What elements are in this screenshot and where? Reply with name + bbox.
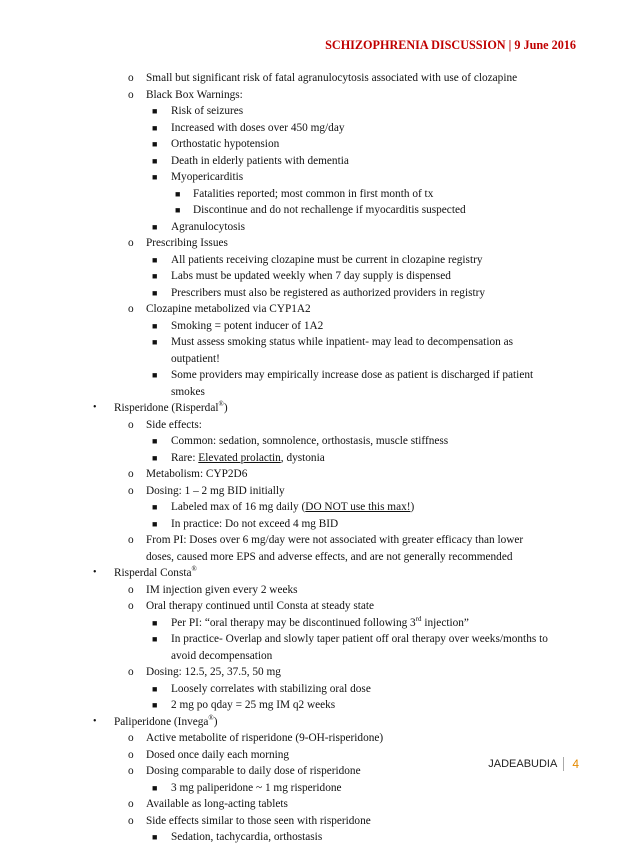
- dot-bullet-icon: •: [93, 402, 97, 413]
- circle-bullet-icon: o: [128, 814, 134, 827]
- circle-bullet-icon: o: [128, 748, 134, 761]
- list-item: ■ In practice: Do not exceed 4 mg BID: [90, 516, 560, 533]
- square-bullet-icon: ■: [152, 287, 158, 298]
- list-item: ■ Labs must be updated weekly when 7 day supply is dispensed: [90, 268, 560, 285]
- circle-bullet-icon: o: [128, 418, 134, 431]
- square-bullet-icon: ■: [152, 634, 158, 644]
- square-bullet-icon: ■: [175, 205, 181, 215]
- list-item: ■ Fatalities reported; most common in first month of tx: [90, 186, 560, 203]
- list-item: o Active metabolite of risperidone (9-OH-risperidone): [90, 730, 560, 747]
- list-item: o Dosing: 12.5, 25, 37.5, 50 mg: [90, 664, 560, 681]
- footer-author: JADEABUDIA: [488, 758, 558, 770]
- circle-bullet-icon: o: [128, 732, 134, 744]
- list-item: ■ Smoking = potent inducer of 1A2: [90, 318, 560, 335]
- square-bullet-icon: ■: [152, 370, 158, 380]
- circle-bullet-icon: o: [128, 468, 134, 480]
- square-bullet-icon: ■: [152, 502, 158, 512]
- circle-bullet-icon: o: [128, 534, 134, 546]
- list-item: o Available as long-acting tablets: [90, 796, 560, 813]
- list-item: o Side effects:: [90, 417, 560, 434]
- list-item: o IM injection given every 2 weeks: [90, 582, 560, 599]
- dot-bullet-icon: •: [93, 567, 97, 578]
- registered-mark: ®: [208, 713, 214, 722]
- list-item: ■ Common: sedation, somnolence, orthostasis, muscle stiffness: [90, 433, 560, 450]
- list-item: o Prescribing Issues: [90, 235, 560, 252]
- square-bullet-icon: ■: [152, 782, 158, 793]
- list-item: • Risperidone (Risperdal®): [90, 400, 560, 417]
- list-item-continuation: smokes: [171, 385, 205, 398]
- document-header: SCHIZOPHRENIA DISCUSSION | 9 June 2016: [325, 38, 576, 52]
- square-bullet-icon: ■: [152, 155, 158, 166]
- list-item: ■ Prescribers must also be registered as authorized providers in registry: [90, 285, 560, 302]
- square-bullet-icon: ■: [152, 122, 158, 133]
- square-bullet-icon: ■: [175, 188, 181, 199]
- list-item: o Clozapine metabolized via CYP1A2: [90, 301, 560, 318]
- circle-bullet-icon: o: [128, 484, 134, 497]
- list-item-continuation: avoid decompensation: [171, 649, 273, 662]
- circle-bullet-icon: o: [128, 72, 134, 84]
- list-item: ■ Sedation, tachycardia, orthostasis: [90, 829, 560, 846]
- list-item: ■ Must assess smoking status while inpatient- may lead to decompensation as: [90, 334, 560, 351]
- list-item: o Small but significant risk of fatal agranulocytosis associated with use of clozapine: [90, 70, 560, 87]
- circle-bullet-icon: o: [128, 237, 134, 249]
- circle-bullet-icon: o: [128, 88, 134, 101]
- square-bullet-icon: ■: [152, 320, 158, 331]
- square-bullet-icon: ■: [152, 221, 158, 232]
- list-item: o Dosing: 1 – 2 mg BID initially: [90, 483, 560, 500]
- circle-bullet-icon: o: [128, 765, 134, 777]
- list-item: ■ Orthostatic hypotension: [90, 136, 560, 153]
- square-bullet-icon: ■: [152, 518, 158, 529]
- list-item: o Dosing comparable to daily dose of risperidone: [90, 763, 560, 780]
- square-bullet-icon: ■: [152, 106, 158, 116]
- list-item: o Side effects similar to those seen with risperidone: [90, 813, 560, 830]
- square-bullet-icon: ■: [152, 832, 158, 842]
- list-item: ■ Rare: Elevated prolactin, dystonia: [90, 450, 560, 467]
- list-item: o Dosed once daily each morning: [90, 747, 560, 764]
- list-item: ■ Loosely correlates with stabilizing oral dose: [90, 681, 560, 698]
- square-bullet-icon: ■: [152, 436, 158, 446]
- list-item: ■ Agranulocytosis: [90, 219, 560, 236]
- list-item: ■ 2 mg po qday = 25 mg IM q2 weeks: [90, 697, 560, 714]
- list-item: ■ Myopericarditis: [90, 169, 560, 186]
- circle-bullet-icon: o: [128, 303, 134, 315]
- list-item: ■ Risk of seizures: [90, 103, 560, 120]
- list-item: • Paliperidone (Invega®): [90, 714, 560, 731]
- list-item: ■ 3 mg paliperidone ~ 1 mg risperidone: [90, 780, 560, 797]
- list-item: ■ Labeled max of 16 mg daily (DO NOT use this max!): [90, 499, 560, 516]
- list-item-continuation: doses, caused more EPS and adverse effects, and are not generally recommended: [146, 550, 513, 563]
- square-bullet-icon: ■: [152, 254, 158, 265]
- document-body: [90, 70, 560, 846]
- list-item: ■ Some providers may empirically increase dose as patient is discharged if patient: [90, 367, 560, 384]
- list-item: ■ Per PI: “oral therapy may be discontinued following 3rd injection”: [90, 615, 560, 632]
- list-item: o Oral therapy continued until Consta at steady state: [90, 598, 560, 615]
- list-item: • Risperdal Consta®: [90, 565, 560, 582]
- square-bullet-icon: ■: [152, 683, 158, 694]
- list-item: o Black Box Warnings:: [90, 87, 560, 104]
- square-bullet-icon: ■: [152, 337, 158, 347]
- dot-bullet-icon: •: [93, 715, 97, 727]
- page-number: 4: [563, 757, 579, 771]
- list-item: ■ In practice- Overlap and slowly taper patient off oral therapy over weeks/months to: [90, 631, 560, 648]
- list-item: o Metabolism: CYP2D6: [90, 466, 560, 483]
- registered-mark: ®: [191, 565, 197, 574]
- square-bullet-icon: ■: [152, 700, 158, 710]
- list-item: ■ All patients receiving clozapine must be current in clozapine registry: [90, 252, 560, 269]
- circle-bullet-icon: o: [128, 798, 134, 810]
- square-bullet-icon: ■: [152, 271, 158, 281]
- square-bullet-icon: ■: [152, 452, 158, 463]
- list-item: ■ Increased with doses over 450 mg/day: [90, 120, 560, 137]
- circle-bullet-icon: o: [128, 600, 134, 612]
- circle-bullet-icon: o: [128, 583, 134, 596]
- list-item: ■ Discontinue and do not rechallenge if myocarditis suspected: [90, 202, 560, 219]
- registered-mark: ®: [218, 400, 224, 409]
- list-item-continuation: outpatient!: [171, 352, 220, 365]
- square-bullet-icon: ■: [152, 139, 158, 149]
- square-bullet-icon: ■: [152, 172, 158, 182]
- list-item: o From PI: Doses over 6 mg/day were not associated with greater efficacy than lower: [90, 532, 560, 549]
- list-item: ■ Death in elderly patients with dementia: [90, 153, 560, 170]
- circle-bullet-icon: o: [128, 666, 134, 678]
- square-bullet-icon: ■: [152, 617, 158, 628]
- page-footer: [488, 757, 579, 771]
